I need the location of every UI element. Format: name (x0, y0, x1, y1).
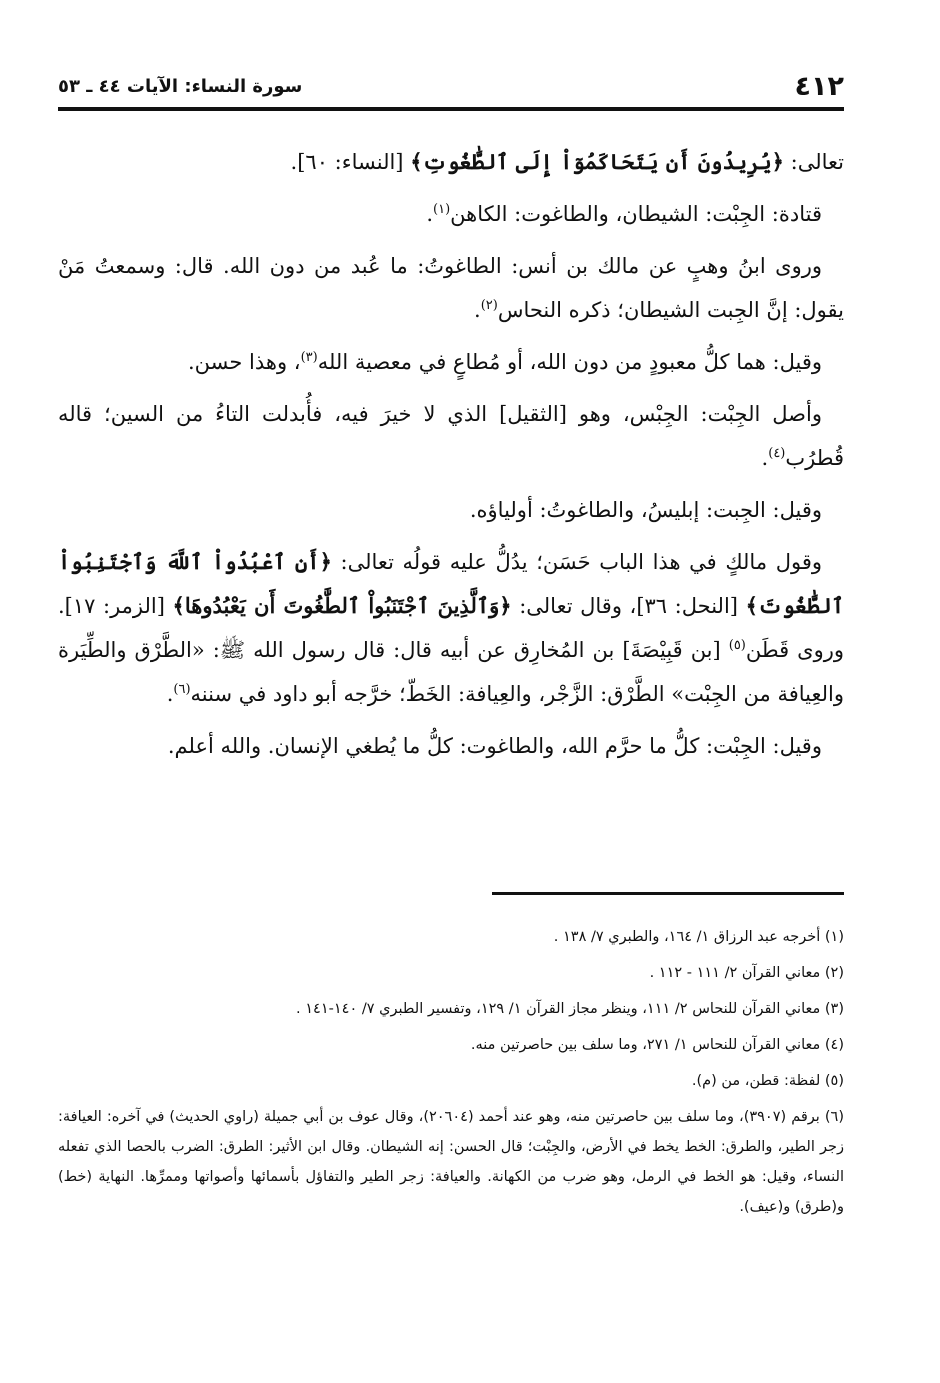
text-run: وروى ابنُ وهبٍ عن مالك بن أنس: الطاغوتُ: ما عُبد من دون الله. قال: وسمعتُ مَنْ يقول: إنَّ الجِبت الشيطان؛ ذكره النحاس (58, 254, 844, 322)
page-number: ٤١٢ (794, 70, 844, 102)
footnote-1: (١) أخرجه عبد الرزاق ١/ ١٦٤، والطبري ٧/ ١٣٨ . (553, 929, 844, 945)
footnote-3: (٣) معاني القرآن للنحاس ٢/ ١١١، وينظر مجاز القرآن ١/ ١٢٩، وتفسير الطبري ٧/ ١٤٠-١٤١ . (296, 1001, 844, 1017)
paragraph-2 (58, 192, 844, 236)
text-run: وأصل الجِبْت: الجِبْس، وهو [الثقيل] الذي لا خيرَ فيه، فأُبدلت التاءُ من السين؛ قاله قُطرُب (58, 402, 844, 470)
paragraph-6 (58, 488, 844, 532)
quran-verse: ﴿أَنِ ٱعْبُدُواْ ٱللَّهَ وَٱجْتَنِبُواْ ٱلطَّٰغُوتَ﴾ (58, 549, 845, 618)
footnote-ref-2: (٢) (480, 298, 498, 313)
quran-verse: ﴿وَٱلَّذِينَ ٱجْتَنَبُواْ ٱلطَّٰغُوتَ أَن يَعْبُدُوهَا﴾ (172, 593, 512, 618)
footnote-ref-5: (٥) (728, 638, 746, 653)
footnotes (58, 922, 844, 1228)
footnote-6: (٦) برقم (٣٩٠٧)، وما سلف بين حاصرتين منه، وهو عند أحمد (٢٠٦٠٤)، وقال عوف بن أبي جميلة (راوي الحديث) في آخره: العيافة: زجر الطير، والطرق: الخط يخط في الأرض، والجِبْت؛ قال الحسن: إنه الشيطان. وقال ابن الأثير: الطرق: الضرب بالحصا الذي تفعله النساء، وقيل: هو الخط في الرمل، وهو ضرب من الكهانة. والعيافة: زجر الطير والتفاؤل بأسمائها وأصواتها وممرِّها. النهاية (خط) و(طرق) و(عيف). (58, 1109, 844, 1215)
text-run: [النحل: ٣٦]، وقال تعالى: (511, 594, 746, 618)
text-run: وقيل: الجِبْت: كلُّ ما حرَّم الله، والطاغوت: كلُّ ما يُطغي الإنسان. والله أعلم. (167, 734, 822, 758)
footnote-ref-6: (٦) (173, 682, 191, 697)
header-rule (58, 107, 844, 111)
text-run: [بن قَبِيْصَةَ] بن المُخارِق عن أبيه قال: قال رسول الله ﷺ: «الطَّرْق والطِّيَرة والعِيافة من الجِبْت» الطَّرْق: الزَّجْر، والعِيافة: الخَطّ؛ خرَّجه أبو داود في سننه (58, 638, 844, 706)
text-run: [النساء: ٦٠]. (290, 150, 411, 174)
footnote-4: (٤) معاني القرآن للنحاس ١/ ٢٧١، وما سلف بين حاصرتين منه. (470, 1037, 844, 1053)
text-run: . (761, 446, 769, 470)
text-run: وقيل: هما كلُّ معبودٍ من دون الله، أو مُطاعٍ في معصية الله (317, 350, 822, 374)
page-header (58, 68, 844, 104)
text-run: . (166, 682, 174, 706)
paragraph-5 (58, 392, 844, 480)
footnote-ref-3: (٣) (300, 350, 318, 365)
main-text (58, 140, 844, 776)
text-run: تعالى: (783, 150, 844, 174)
quran-verse: ﴿يُرِيدُونَ أَن يَتَحَاكَمُوٓاْ إِلَى ٱلطَّٰغُوتِ﴾ (410, 149, 784, 174)
footnote-ref-1: (١) (433, 202, 451, 217)
text-run: وقول مالكٍ في هذا الباب حَسَن؛ يدُلُّ عليه قولُه تعالى: (331, 550, 822, 574)
paragraph-8 (58, 724, 844, 768)
text-run: . (426, 202, 434, 226)
paragraph-1 (58, 140, 844, 184)
text-run: قتادة: الجِبْت: الشيطان، والطاغوت: الكاهن (450, 202, 822, 226)
text-run: . (474, 298, 481, 322)
text-run: [الزمر: ١٧]. وروى قَطَن (58, 594, 844, 662)
footnote-5: (٥) لفظة: قطن، من (م). (691, 1073, 844, 1089)
footnote-ref-4: (٤) (768, 446, 786, 461)
footnote-rule (492, 892, 844, 895)
running-title: سورة النساء: الآيات ٤٤ ـ ٥٣ (58, 75, 303, 97)
paragraph-7 (58, 540, 844, 716)
paragraph-3 (58, 244, 844, 332)
paragraph-4 (58, 340, 844, 384)
text-run: وقيل: الجِبت: إبليسُ، والطاغوتُ: أولياؤه. (469, 498, 822, 522)
footnote-2: (٢) معاني القرآن ٢/ ١١١ - ١١٢ . (649, 965, 844, 981)
text-run: ، وهذا حسن. (188, 350, 301, 374)
